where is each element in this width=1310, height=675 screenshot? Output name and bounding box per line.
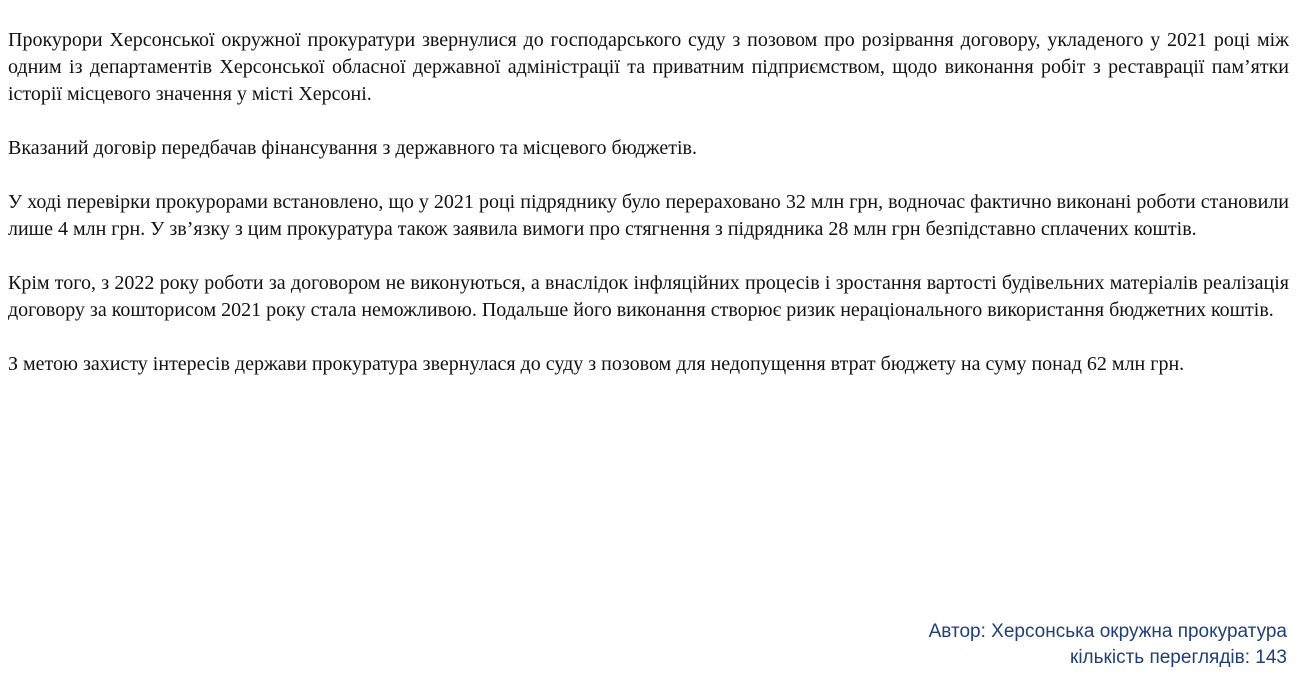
article-paragraph: Прокурори Херсонської окружної прокуратури звернулися до господарського суду з позовом про розірвання договору, укладеного у 2021 році між одним із департаментів Херсонської обласної державної адміністрації та приватним підприємством, щодо виконання робіт з реставрації пам’ятки історії місцевого значення у місті Херсоні. (8, 29, 1289, 105)
article-paragraph: Вказаний договір передбачав фінансування з державного та місцевого бюджетів. (8, 137, 697, 159)
article-paragraph: У ході перевірки прокурорами встановлено, що у 2021 році підряднику було перераховано 32 млн грн, водночас фактично виконані роботи становили лише 4 млн грн. У зв’язку з цим прокуратура також заявила вимоги про стягнення з підрядника 28 млн грн безпідставно сплачених коштів. (8, 191, 1289, 240)
article-paragraph: З метою захисту інтересів держави прокуратура звернулася до суду з позовом для недопущення втрат бюджету на суму понад 62 млн грн. (8, 353, 1185, 375)
article-paragraph: Крім того, з 2022 року роботи за договором не виконуються, а внаслідок інфляційних процесів і зростання вартості будівельних матеріалів реалізація договору за кошторисом 2021 року стала неможливою. Подальше його виконання створює ризик нераціонального використання бюджетних коштів. (8, 272, 1289, 321)
article-meta (929, 619, 1287, 671)
article-body (8, 27, 1289, 405)
view-count: кількість переглядів: 143 (1070, 647, 1287, 668)
author-line: Автор: Херсонська окружна прокуратура (928, 621, 1287, 642)
